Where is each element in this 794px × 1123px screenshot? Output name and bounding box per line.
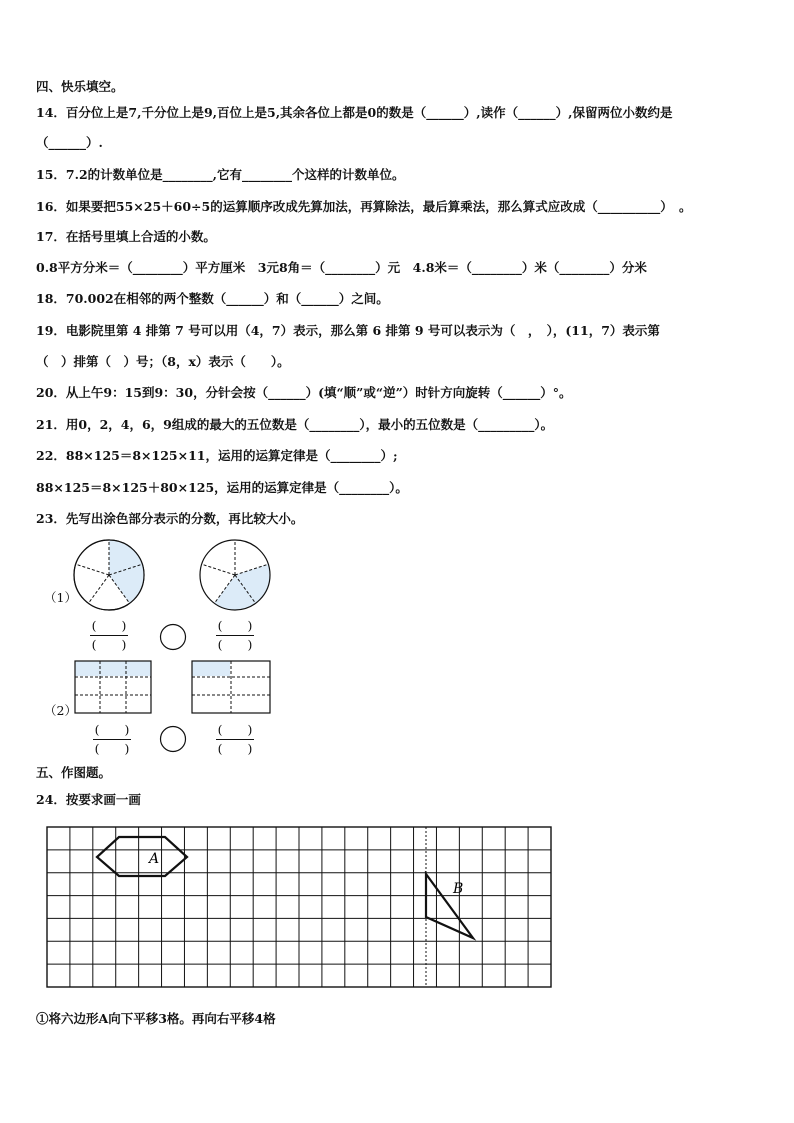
pie-chart-left — [72, 538, 146, 612]
question-23: 23．先写出涂色部分表示的分数，再比较大小。 — [36, 511, 304, 526]
fraction-bar — [216, 635, 254, 636]
question-19-continued: （ ）排第（ ）号；（8，x）表示（ ）。 — [36, 354, 290, 369]
pie-chart-right — [198, 538, 272, 612]
question-19: 19．电影院里第 4 排第 7 号可以用（4，7）表示，那么第 6 排第 9 号可以表示为（ ， ），(11，7）表示第 — [36, 323, 660, 338]
fraction-bar — [90, 635, 128, 636]
fraction-denominator: ( ) — [91, 637, 127, 652]
grid-label-b: B — [453, 881, 464, 897]
fraction-denominator: ( ) — [217, 741, 253, 756]
compare-circle[interactable] — [158, 622, 188, 652]
question-22b: 88×125＝8×125＋80×125，运用的运算定律是（________）。 — [36, 480, 408, 495]
question-17-line: 0.8平方分米＝（________）平方厘米 3元8角＝（________）元 4.8米＝（________）米（________）分米 — [36, 260, 647, 275]
figure-label-1: （1） — [44, 590, 77, 605]
drawing-grid[interactable] — [46, 826, 552, 988]
question-14-continued: （______）. — [36, 135, 103, 150]
answer-fraction[interactable] — [212, 722, 258, 757]
question-21: 21．用0，2，4，6，9组成的最大的五位数是（________），最小的五位数是（_________）。 — [36, 417, 554, 432]
question-18: 18．70.002在相邻的两个整数（______）和（______）之间。 — [36, 291, 389, 306]
fraction-bar — [216, 739, 254, 740]
fraction-numerator: ( ) — [217, 618, 253, 633]
question-24: 24．按要求画一画 — [36, 792, 141, 807]
fraction-bar — [93, 739, 131, 740]
answer-fraction[interactable] — [212, 618, 258, 653]
figure-label-2: （2） — [44, 703, 77, 718]
answer-fraction[interactable] — [89, 722, 135, 757]
grid-label-a: A — [149, 851, 160, 867]
question-15: 15．7.2的计数单位是________,它有________个这样的计数单位。 — [36, 167, 405, 182]
question-24-instruction: ①将六边形A向下平移3格。再向右平移4格 — [36, 1011, 276, 1026]
answer-fraction[interactable] — [86, 618, 132, 653]
question-16: 16．如果要把55×25＋60÷5的运算顺序改成先算加法，再算除法，最后算乘法，那么算式应改成（__________） 。 — [36, 199, 692, 214]
fraction-denominator: ( ) — [94, 741, 130, 756]
fraction-denominator: ( ) — [217, 637, 253, 652]
fraction-numerator: ( ) — [94, 722, 130, 737]
section4-title: 四、快乐填空。 — [36, 79, 124, 94]
hexagon-a — [97, 837, 187, 876]
fraction-numerator: ( ) — [217, 722, 253, 737]
rectangle-figure-left — [74, 660, 152, 714]
question-22a: 22．88×125＝8×125×11，运用的运算定律是（________）; — [36, 448, 398, 463]
question-17: 17．在括号里填上合适的小数。 — [36, 229, 216, 244]
question-14: 14．百分位上是7,千分位上是9,百位上是5,其余各位上都是0的数是（______）,读作（______）,保留两位小数约是 — [36, 105, 673, 120]
triangle-b — [426, 874, 473, 938]
fraction-numerator: ( ) — [91, 618, 127, 633]
question-20: 20．从上午9：15到9：30，分针会按（______）(填“顺”或“逆”）时针方向旋转（______）°。 — [36, 385, 572, 400]
rectangle-figure-right — [191, 660, 271, 714]
compare-circle[interactable] — [158, 724, 188, 754]
section5-title: 五、作图题。 — [36, 765, 112, 780]
